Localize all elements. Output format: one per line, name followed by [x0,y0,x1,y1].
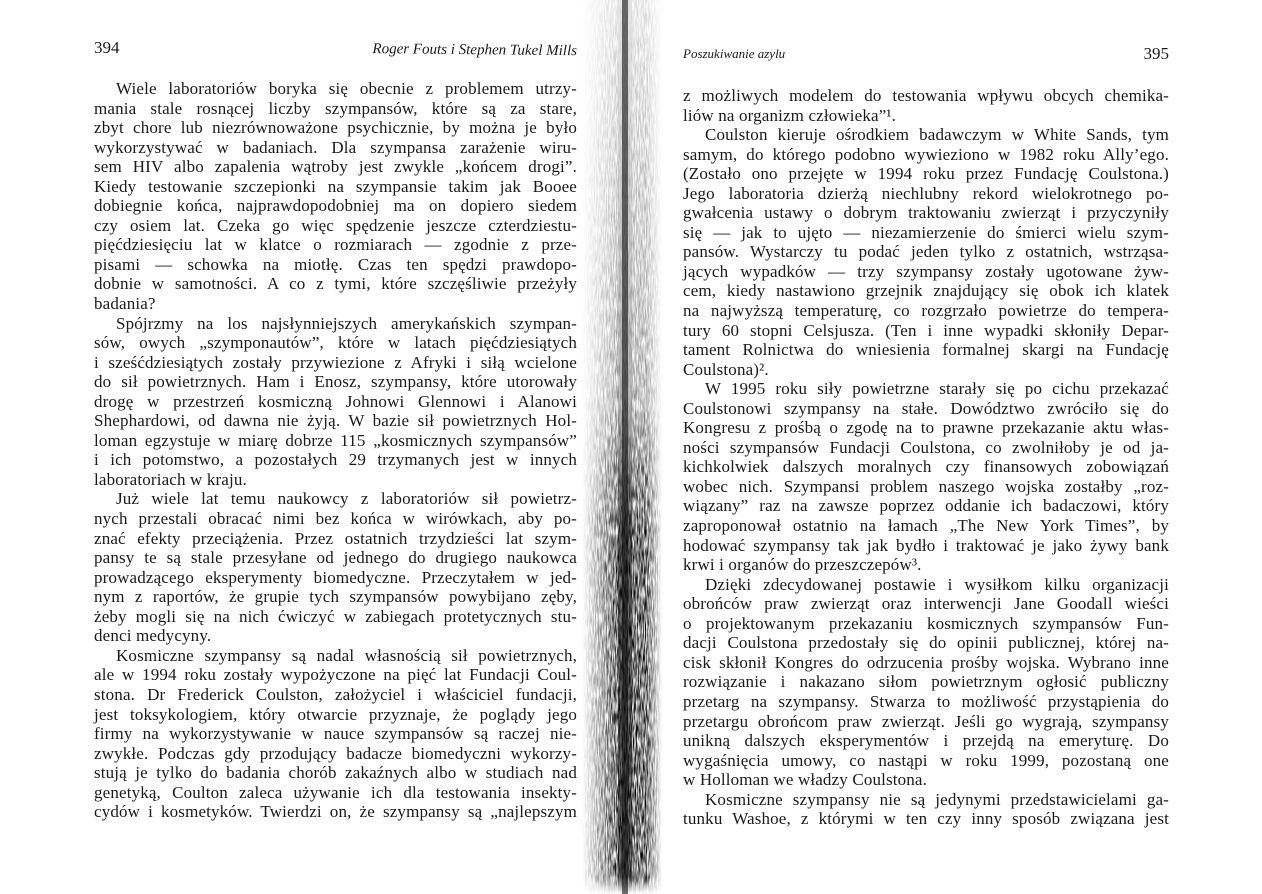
page-number: 395 [1143,44,1169,63]
text-line: Coulstonowi szympansy na stałe. Dowództwo zwróciło się do [683,398,1169,418]
text-line: sem HIV albo zapalenia wątroby jest zwykle „końcem drogi”. [94,157,577,177]
text-line: Dzięki zdecydowanej postawie i wysiłkom kilku organizacji [705,574,1169,594]
text-line: wobec nich. Szympansi problem naszego wojska zostałby „roz- [683,476,1169,496]
text-line: jest toksykologiem, który otwarcie przyznaje, że poglądy jego [94,704,577,724]
text-line: cisk skłonił Kongres do odrzucenia prośby wojska. Wybrano inne [683,652,1169,672]
text-line: zwykłe. Podczas gdy przodujący badacze biomedyczni wykorzy- [94,743,577,763]
paragraph [683,125,1169,379]
running-head-chapter: Poszukiwanie azylu [683,46,786,61]
text-line: dacji Coulstona przedostały się do opinii publicznej, której na- [683,633,1169,653]
text-line: gwałcenia ustawy o dobrym traktowaniu zwierząt i przyczyniły [683,203,1169,223]
text-line: z możliwych modelem do testowania wpływu obcych chemika- [683,86,1169,105]
text-line: Kongresu z prośbą o zgodę na to prawne przekazanie aktu włas- [683,418,1169,438]
page-body-text [683,86,1169,829]
text-line: krwi i organów do przeszczepów³. [683,555,922,575]
text-line: wykorzystywać w badaniach. Dla szympansa zarażenie wiru- [94,137,577,157]
text-line: Coulstona)². [683,359,769,379]
text-line: rozwiązanie i nakazano siłom powietrznym ogłosić publiczny [683,672,1169,692]
text-line: cem, kiedy nastawiono grzejnik znajdujący się obok ich klatek [683,281,1169,301]
text-line: Już wiele lat temu naukowcy z laboratoriów sił powietrz- [116,489,577,509]
text-line: W 1995 roku siły powietrzne starały się po cichu przekazać [705,379,1169,399]
text-line: Wiele laboratoriów boryka się obecnie z problemem utrzy- [116,79,577,98]
text-line: i ich potomstwo, a pozostałych 29 trzymanych jest w innych [94,450,577,470]
text-line: pisami — schowka na miotłę. Czas ten spędzi prawdopo- [94,254,577,274]
text-line: badania? [94,294,156,314]
text-line: tury 60 stopni Celsjusza. (Ten i inne wypadki skłoniły Depar- [683,320,1169,340]
text-line: przetargu obrońcom praw zwierząt. Jeśli go wygrają, szympansy [683,711,1169,731]
text-line: Kosmiczne szympansy nie są jedynymi przedstawicielami ga- [705,789,1169,809]
paragraph [683,575,1169,790]
text-line: mania stale rosnącej liczby szympansów, które są za stare, [94,98,577,118]
text-line: pansy te są stale przesyłane od jednego do drugiego naukowca [94,548,577,568]
text-line: liów na organizm człowieka”¹. [683,105,897,125]
text-line: wiązany” raz na zawsze poprzez oddanie ich badaczowi, który [683,496,1169,516]
text-line: Jego laboratoria dzierżą niechlubny rekord wielokrotnego po- [683,183,1169,203]
text-line: żeby mogli się na nich ćwiczyć w zabiegach protetycznych stu- [94,606,577,626]
text-line: dobnie w samotności. A co z tymi, które szczęśliwie przeżyły [94,274,577,294]
text-line: w Holloman we władzy Coulstona. [683,770,928,790]
text-line: jących wypadków — trzy szympansy zostały ugotowane żyw- [683,261,1169,281]
text-line: samym, do którego podobno wywieziono w 1982 roku Ally’ego. [683,144,1169,164]
paragraph [94,79,577,314]
text-line: sów, owych „szymponautów”, które w latach pięćdziesiątych [94,333,577,353]
text-line: zaproponował ostatnio na łamach „The New York Times”, by [683,516,1169,536]
page-number: 394 [94,38,120,57]
text-line: Shephardowi, od dawna nie żyją. W bazie sił powietrznych Hol- [94,411,577,431]
text-line: obrońców praw zwierząt oraz interwencji Jane Goodall wieści [683,594,1169,614]
paragraph [94,646,577,822]
text-line: Kiedy testowanie szczepionki na szympansie takim jak Booee [94,176,577,196]
text-line: loman egzystuje w miarę dobrze 115 „kosmicznych szympansów” [94,430,577,450]
text-line: czy osiem lat. Czeka go więc spędzenie jeszcze czterdziestu- [94,215,577,235]
text-line: nym z raportów, że grupie tych szympansów powybijano zęby, [94,587,577,607]
text-line: Kosmiczne szympansy są nadal własnością sił powietrznych, [116,645,577,665]
text-line: unikną dalszych eksperymentów i przejdą na emeryturę. Do [683,731,1169,751]
text-line: prowadzącego eksperymenty biomedyczne. Przeczytałem w jed- [94,567,577,587]
text-line: tunku Washoe, z którymi w ten czy inny sposób związana jest [683,809,1169,829]
paragraph [94,489,577,645]
text-line: hodować szympansy tak jak bydło i traktować je jako żywy bank [683,535,1169,555]
text-line: przetarg na szympansy. Stwarza to możliwość przystąpienia do [683,691,1169,711]
paragraph [683,790,1169,829]
text-line: do sił powietrznych. Ham i Enosz, szympansy, które utorowały [94,372,577,392]
text-line: znać efekty przeciążenia. Przez ostatnich trzydzieści lat szym- [94,528,577,548]
text-line: na najwyższą temperaturę, co rozgrzało powietrze do tempera- [683,301,1169,321]
text-line: się — jak to ujęto — niezamierzenie do śmierci wielu szym- [683,222,1169,242]
text-line: nych przestali obracać nimi bez końca w wirówkach, aby po- [94,509,577,529]
paragraph [683,86,1169,125]
text-line: denci medycyny. [94,626,212,646]
text-line: wygaśnięcia umowy, co nastąpi w roku 1999, pozostaną one [683,750,1169,770]
text-line: firmy na wykorzystywanie w nauce szympansów są raczej nie- [94,724,577,744]
text-line: Coulston kieruje ośrodkiem badawczym w White Sands, tym [705,125,1169,145]
text-line: drogę w przestrzeń kosmiczną Johnowi Glennowi i Alanowi [94,391,577,411]
text-line: tament Rolnictwa do wniesienia formalnej skargi na Fundację [683,340,1169,360]
text-line: kichkolwiek dalszych moralnych czy finansowych zobowiązań [683,457,1169,477]
text-line: stują je tylko do badania chorób zakaźnych albo w studiach nad [94,763,577,783]
text-line: genetyką, Coulton zaleca używanie ich dla testowania insekty- [94,782,577,802]
text-line: ale w 1994 roku zostały wypożyczone na pięć lat Fundacji Coul- [94,665,577,685]
text-line: zbyt chore lub niezrównoważone psychicznie, by można je było [94,118,577,138]
text-line: cydów i kosmetyków. Twierdzi on, że szympansy są „najlepszym [94,802,577,822]
text-line: laboratoriach w kraju. [94,469,247,489]
text-line: stona. Dr Frederick Coulston, założyciel i właściciel fundacji, [94,684,577,704]
right-page [640,0,1262,894]
text-line: pięćdziesięciu lat w klatce o rozmiarach — zgodnie z prze- [94,235,577,255]
running-head-authors: Roger Fouts i Stephen Tukel Mills [372,41,578,60]
text-line: ności szympansów Fundacji Coulstona, co zwolniłoby je od ja- [683,437,1169,457]
text-line: dobiegnie końca, najprawdopodobniej ma on dopiero siedem [94,196,577,216]
text-line: (Zostało ono przejęte w 1994 roku przez Fundację Coulstona.) [683,164,1169,184]
paragraph [94,314,577,490]
text-line: i sześćdziesiątych zostały przywiezione z Afryki i siłą wcielone [94,352,577,372]
text-line: pansów. Wystarczy tu podać jeden tylko z ostatnich, wstrząsa- [683,242,1169,262]
page-body-text [94,79,577,822]
text-line: o projektowanym przekazaniu kosmicznych szympansów Fun- [683,613,1169,633]
text-line: Spójrzmy na los najsłynniejszych amerykańskich szympan- [116,313,577,333]
paragraph [683,379,1169,574]
left-page [0,0,610,894]
